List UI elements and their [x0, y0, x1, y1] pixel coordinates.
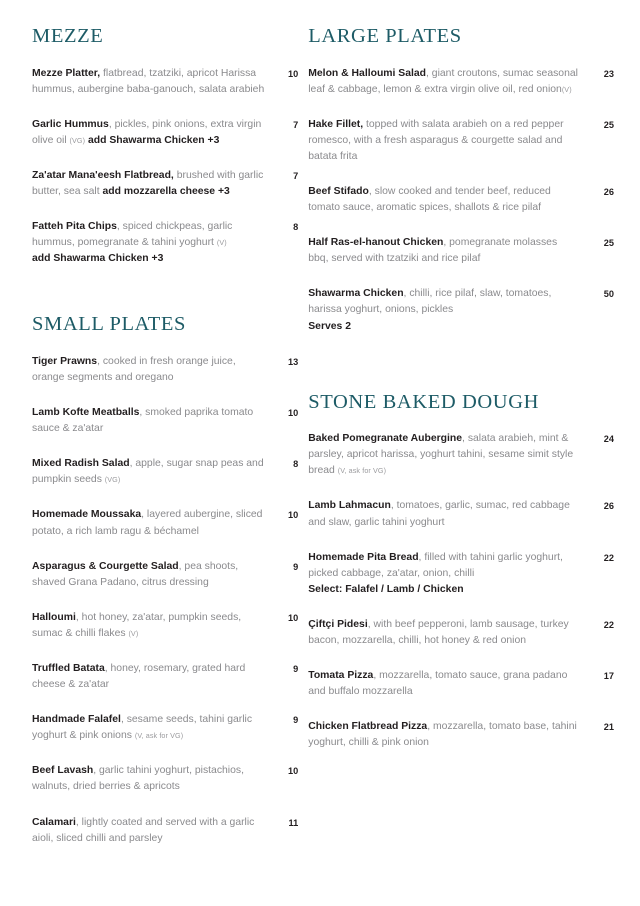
menu-item-description: , mozzarella, tomato sauce, grana padano and buffalo mozzarella	[308, 670, 568, 698]
menu-item	[32, 815, 298, 847]
menu-item	[32, 712, 298, 744]
menu-item-price: 7	[293, 170, 299, 181]
menu-item-price: 25	[603, 119, 614, 130]
menu-column-left	[26, 26, 298, 866]
menu-item-name: Melon & Halloumi Salad	[308, 67, 427, 79]
menu-item-description: , pomegranate molasses bbq, served with tzatziki and rice pilaf	[308, 237, 558, 265]
menu-item-name: Beef Stifado	[308, 185, 369, 197]
menu-item-description: , chilli, rice pilaf, slaw, tomatoes, harissa yoghurt, onions, pickles	[308, 288, 552, 316]
menu-item-description: , garlic tahini yoghurt, pistachios, walnuts, dried berries & apricots	[32, 765, 244, 793]
menu-item-description: , cooked in fresh orange juice, orange segments and oregano	[32, 355, 236, 383]
menu-item	[308, 498, 614, 530]
section-title: SMALL PLATES	[32, 313, 186, 336]
menu-item-description: , layered aubergine, sliced potato, a rich lamb ragu & béchamel	[32, 509, 263, 537]
menu-item-text	[308, 184, 588, 216]
menu-section	[308, 26, 614, 354]
menu-item	[32, 610, 298, 642]
menu-item-name: Halloumi	[32, 611, 76, 623]
menu-item-price: 25	[603, 238, 614, 249]
section-title: MEZZE	[32, 25, 104, 47]
menu-item-name: Lamb Lahmacun	[308, 500, 391, 512]
menu-item	[32, 219, 298, 267]
menu-item-price: 8	[293, 459, 299, 470]
menu-item	[308, 550, 614, 598]
menu-item-price: 9	[293, 664, 299, 674]
menu-item-price: 22	[603, 552, 614, 563]
menu-item-description: , filled with tahini garlic yoghurt, picked cabbage, za'atar, onion, chilli	[308, 551, 563, 579]
menu-item-text	[308, 286, 588, 334]
menu-item-description: , pea shoots, shaved Grana Padano, citrus dressing	[32, 560, 239, 588]
menu-item-price: 23	[603, 68, 614, 79]
menu-item-text	[32, 66, 272, 98]
menu-item-price: 7	[293, 119, 299, 130]
menu-item	[32, 559, 298, 591]
menu-item-price: 9	[293, 715, 299, 726]
menu-item	[32, 117, 298, 149]
menu-item	[308, 184, 614, 216]
menu-item-description: , spiced chickpeas, garlic hummus, pomegranate & tahini yoghurt	[32, 221, 233, 249]
menu-item-price: 10	[288, 408, 299, 419]
menu-section	[308, 392, 614, 771]
menu-item-text	[32, 405, 272, 437]
menu-item	[32, 168, 298, 200]
menu-item	[32, 456, 298, 488]
menu-item-note-line: Select: Falafel / Lamb / Chicken	[308, 583, 464, 595]
menu-section	[32, 314, 298, 865]
menu-item-name: Handmade Falafel	[32, 714, 121, 726]
section-item-list	[32, 66, 298, 268]
menu-column-right	[298, 26, 614, 770]
menu-item-text	[32, 610, 272, 642]
menu-item-text	[308, 498, 588, 530]
menu-item-name: Lamb Kofte Meatballs	[32, 407, 140, 419]
menu-item-description: , hot honey, za'atar, pumpkin seeds, sumac & chilli flakes	[32, 611, 242, 639]
menu-item-name: Fatteh Pita Chips	[32, 221, 117, 233]
menu-item-text	[32, 661, 272, 693]
menu-item-name: Mezze Platter,	[32, 67, 101, 79]
menu-item-name: Chicken Flatbread Pizza	[308, 721, 428, 733]
menu-item-name: Half Ras-el-hanout Chicken	[308, 237, 444, 249]
menu-item	[308, 66, 614, 98]
section-spacer	[32, 286, 298, 314]
menu-item-price: 10	[288, 510, 299, 521]
menu-item-description: , slow cooked and tender beef, reduced tomato sauce, aromatic spices, shallots & rice pilaf	[308, 185, 551, 214]
menu-item-description: topped with salata arabieh on a red pepper romesco, with a fresh asparagus & courgette salad and batata frita	[308, 118, 564, 162]
menu-item-description: flatbread, tzatziki, apricot Harissa hummus, aubergine baba-ganouch, salata arabieh	[32, 67, 265, 95]
menu-item	[308, 617, 614, 649]
menu-item-text	[308, 668, 588, 700]
menu-item-text	[32, 712, 272, 744]
menu-item-price: 13	[288, 356, 299, 367]
menu-item-price: 26	[603, 501, 614, 512]
menu-item-price: 24	[603, 434, 614, 445]
menu-item-price: 9	[293, 561, 299, 572]
menu-item	[308, 117, 614, 165]
menu-item-note-line: add Shawarma Chicken +3	[32, 253, 164, 265]
dietary-tag: (V, ask for VG)	[134, 731, 184, 741]
menu-item-text	[32, 763, 272, 795]
menu-item-text	[32, 456, 272, 488]
dietary-tag: (VG)	[69, 135, 86, 145]
menu-item-description: , honey, rosemary, grated hard cheese & za'atar	[32, 663, 246, 691]
menu-item-name: Hake Fillet,	[308, 118, 364, 130]
menu-item-description: , sesame seeds, tahini garlic yoghurt & pink onions	[32, 714, 253, 742]
menu-item-name: Calamari	[32, 816, 76, 828]
menu-item	[32, 661, 298, 693]
menu-item-text	[308, 719, 588, 751]
menu-item-note-line: Serves 2	[308, 320, 352, 332]
menu-item-text	[308, 235, 588, 267]
section-item-list	[32, 354, 298, 847]
menu-item-price: 26	[603, 186, 614, 197]
section-item-list	[308, 431, 614, 751]
menu-item-price: 22	[603, 619, 614, 630]
menu-item	[308, 235, 614, 267]
menu-item-description: , tomatoes, garlic, sumac, red cabbage and slaw, garlic tahini yoghurt	[308, 500, 570, 528]
menu-item-description: , smoked paprika tomato sauce & za'atar	[32, 407, 254, 435]
menu-item-text	[308, 117, 588, 165]
menu-item-addon: add Shawarma Chicken +3	[85, 134, 220, 146]
menu-item	[32, 763, 298, 795]
dietary-tag: (VG)	[104, 475, 121, 485]
menu-item	[308, 719, 614, 751]
menu-item-name: Beef Lavash	[32, 765, 94, 777]
menu-item	[32, 354, 298, 386]
menu-item-description: , salata arabieh, mint & parsley, apricot harissa, yoghurt tahini, sesame simit style bread	[308, 433, 574, 477]
menu-item-description: , pickles, pink onions, extra virgin olive oil	[32, 118, 262, 146]
menu-section	[32, 26, 298, 286]
menu-item-description: brushed with garlic butter, sea salt	[32, 169, 264, 197]
section-title: LARGE PLATES	[308, 25, 462, 47]
menu-item-name: Shawarma Chicken	[308, 288, 404, 300]
menu-item-price: 10	[288, 68, 299, 79]
dietary-tag: (V, ask for VG)	[337, 466, 387, 476]
menu-item-name: Homemade Pita Bread	[308, 551, 419, 563]
menu-item-name: Çiftçi Pidesi	[308, 618, 368, 630]
menu-item-text	[32, 219, 272, 267]
menu-item-text	[308, 66, 588, 98]
menu-item-name: Truffled Batata	[32, 663, 105, 674]
menu-item-description: , lightly coated and served with a garlic aioli, sliced chilli and parsley	[32, 816, 255, 844]
menu-item-name: Asparagus & Courgette Salad	[32, 560, 179, 572]
menu-item-price: 10	[288, 612, 299, 623]
menu-item-text	[308, 550, 588, 598]
menu-item-addon: add mozzarella cheese +3	[102, 185, 230, 197]
menu-item-price: 50	[603, 289, 614, 300]
menu-item-name: Baked Pomegranate Aubergine	[308, 433, 463, 445]
section-spacer	[308, 354, 614, 392]
menu-item-name: Mixed Radish Salad	[32, 458, 130, 470]
section-title: STONE BAKED DOUGH	[308, 390, 540, 413]
menu-item-text	[32, 354, 272, 386]
menu-item-text	[32, 507, 272, 539]
menu-item-name: Garlic Hummus	[32, 118, 109, 130]
menu-item-description: , with beef pepperoni, lamb sausage, turkey bacon, mozzarella, chilli, hot honey & red onion	[308, 618, 569, 646]
menu-item-description: , giant croutons, sumac seasonal leaf & cabbage, lemon & extra virgin olive oil, red onion	[308, 67, 578, 95]
menu-item-text	[32, 815, 272, 847]
menu-item	[32, 405, 298, 437]
menu-item-price: 8	[293, 222, 299, 233]
menu-item	[308, 431, 614, 479]
menu-item	[308, 286, 614, 334]
menu-item-name: Homemade Moussaka	[32, 509, 142, 521]
menu-item-price: 21	[603, 722, 614, 733]
section-item-list	[308, 66, 614, 335]
menu-item-text	[308, 617, 588, 649]
menu-item-price: 17	[603, 671, 614, 682]
menu-item-text	[32, 559, 272, 591]
menu-item-price: 10	[288, 766, 299, 777]
menu-item-description: , mozzarella, tomato base, tahini yoghurt, chilli & pink onion	[308, 721, 577, 749]
menu-item-text	[32, 117, 272, 149]
dietary-tag: (V)	[561, 84, 572, 94]
menu-item-name: Za'atar Mana'eesh Flatbread,	[32, 169, 174, 181]
menu-item-text	[32, 168, 272, 200]
menu-item	[32, 66, 298, 98]
menu-item-text	[308, 431, 588, 479]
menu-item-name: Tiger Prawns	[32, 355, 98, 367]
menu-item-description: , apple, sugar snap peas and pumpkin seeds	[32, 458, 264, 486]
dietary-tag: (V)	[216, 238, 227, 248]
menu-item-name: Tomata Pizza	[308, 670, 374, 682]
menu-item	[308, 668, 614, 700]
dietary-tag: (V)	[128, 628, 139, 638]
menu-item	[32, 507, 298, 539]
menu-item-price: 11	[288, 817, 299, 828]
